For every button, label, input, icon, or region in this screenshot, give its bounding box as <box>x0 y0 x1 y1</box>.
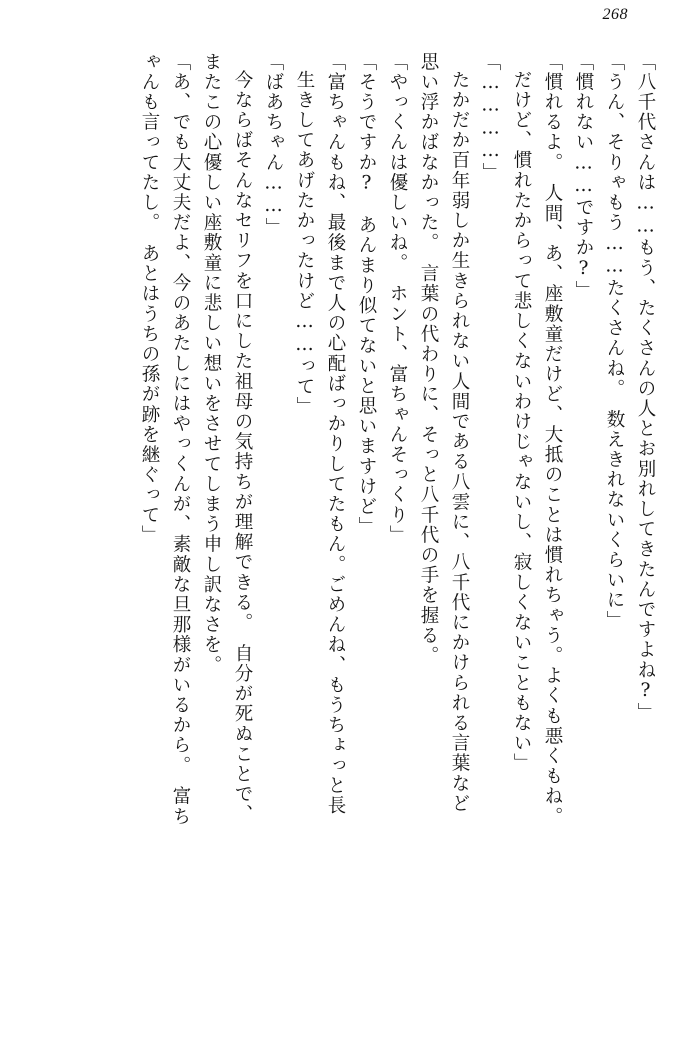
page-number: 268 <box>602 6 628 23</box>
text-line: 「…………」 <box>480 52 501 183</box>
text-line: 今ならばそんなセリフを口にした祖母の気持ちが理解できる。 自分が死ぬことで、 <box>232 70 253 825</box>
text-line: 「うん、そりゃもう……たくさんね。 数えきれないくらいに」 <box>604 52 625 631</box>
text-line: 生きしてあげたかったけど……って」 <box>294 70 315 417</box>
text-line: たかだか百年弱しか生きられない人間である八雲に、八千代にかけられる言葉など <box>449 70 470 814</box>
text-line: 「富ちゃんもね、最後まで人の心配ばっかりしてたもん。ごめんね、もうちょっと長 <box>325 52 346 816</box>
text-line: 「あ、でも大丈夫だよ、今のあたしにはやっくんが、素敵な旦那様がいるから。 富ち <box>170 52 191 827</box>
text-line: 「そうですか? あんまり似てないと思いますけど」 <box>356 52 377 537</box>
text-line: またこの心優しい座敷童に悲しい想いをさせてしまう申し訳なさを。 <box>201 52 222 676</box>
text-line: 「慣れない……ですか?」 <box>573 52 594 301</box>
text-line: 「ばあちゃん……」 <box>263 52 284 238</box>
text-line: 思い浮かばなかった。 言葉の代わりに、そっと八千代の手を握る。 <box>418 52 439 666</box>
text-line: 「八千代さんは……もう、たくさんの人とお別れしてきたんですよね?」 <box>635 52 656 723</box>
vertical-text-body <box>30 52 654 1017</box>
text-line: 「慣れるよ。 人間、あ、座敷童だけど、大抵のことは慣れちゃう。よくも悪くもね。 <box>542 52 563 827</box>
text-line: 「やっくんは優しいね。 ホント、富ちゃんそっくり」 <box>387 52 408 546</box>
text-line: だけど、慣れたからって悲しくないわけじゃないし、寂しくないこともない」 <box>511 70 532 774</box>
text-line: ゃんも言ってたし。 あとはうちの孫が跡を継ぐって」 <box>139 52 160 546</box>
